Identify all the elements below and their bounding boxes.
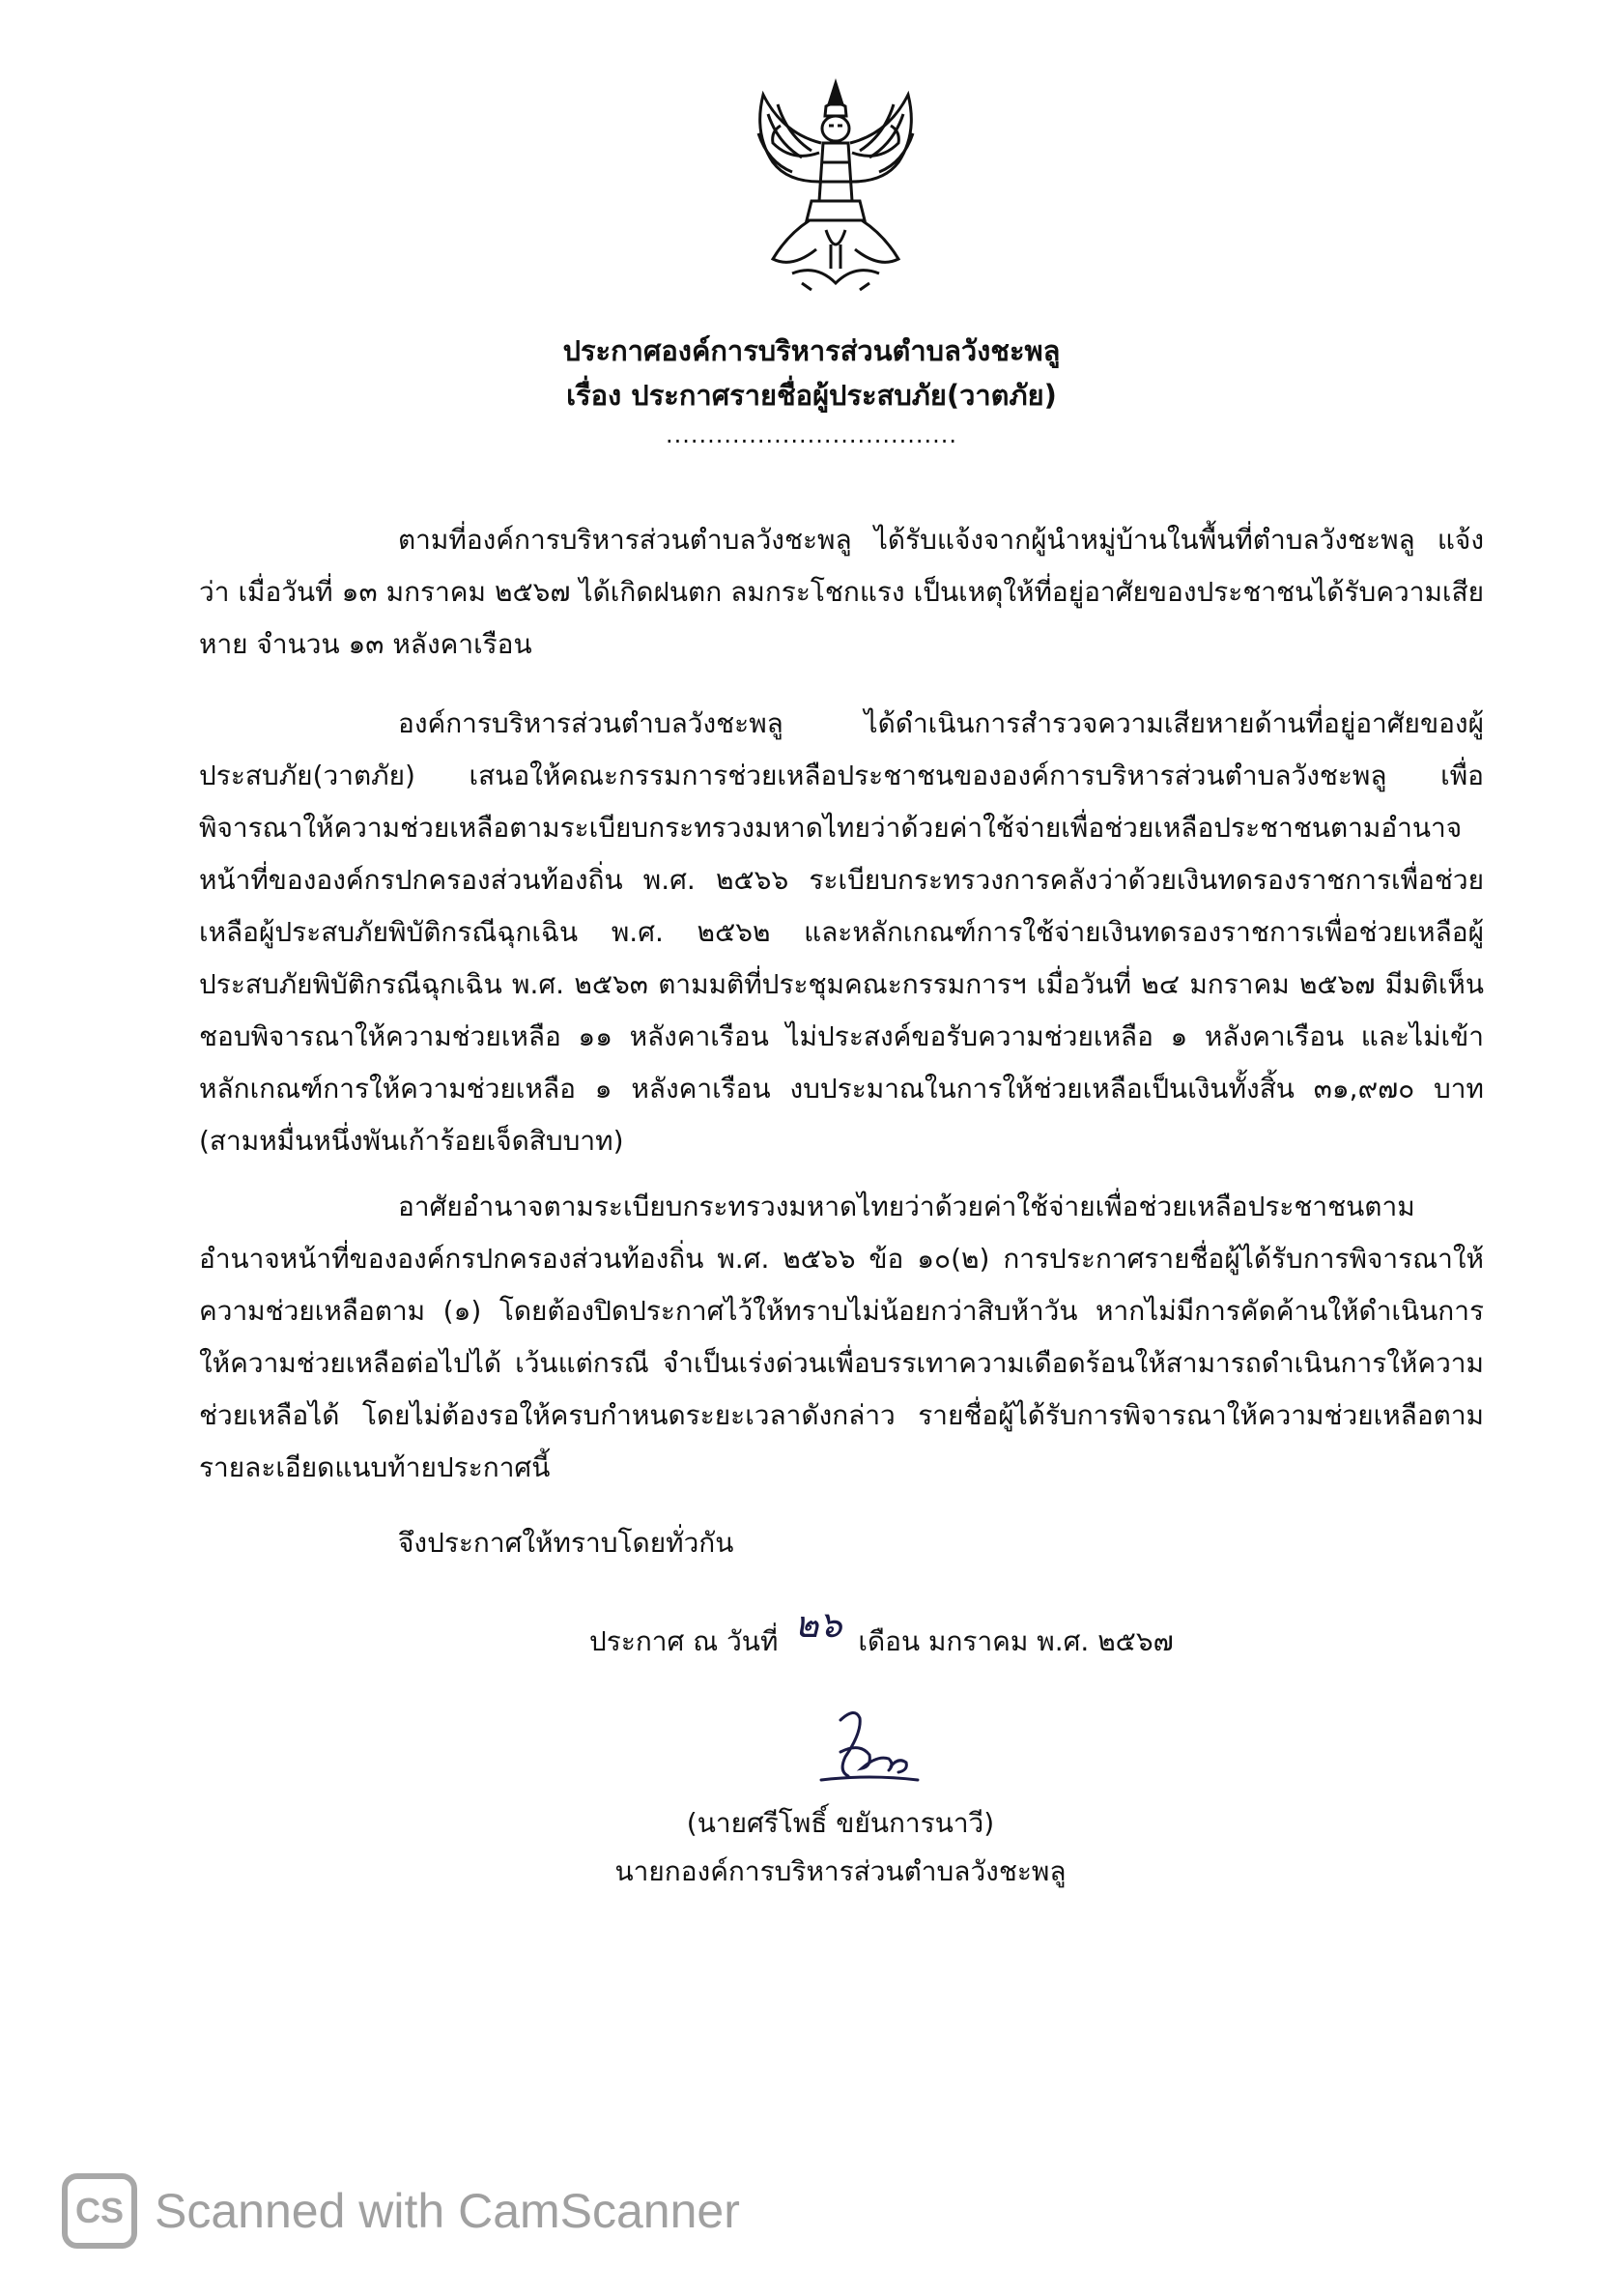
- notice-subject: เรื่อง ประกาศรายชื่อผู้ประสบภัย(วาตภัย): [566, 379, 1057, 412]
- garuda-emblem-icon: [734, 75, 937, 298]
- paragraph-incident: ตามที่องค์การบริหารส่วนตำบลวังชะพลู ได้รับแจ้งจากผู้นำหมู่บ้านในพื้นที่ตำบลวังชะพลู แจ้งว่า เมื่อวันที่ ๑๓ มกราคม ๒๕๖๗ ได้เกิดฝนตก ลมกระโชกแรง เป็นเหตุให้ที่อยู่อาศัยของประชาชนได้รับความเสียหาย จำนวน ๑๓ หลังคาเรือน: [199, 524, 1484, 660]
- camscanner-logo-icon: CS: [62, 2173, 137, 2249]
- signer-name: (นายศรีโพธิ์ ขยันการนาวี): [686, 1807, 995, 1839]
- header-divider: ...................................: [665, 421, 957, 448]
- watermark-text: Scanned with CamScanner: [155, 2184, 740, 2238]
- camscanner-watermark: [62, 2172, 740, 2250]
- closing-statement: จึงประกาศให้ทราบโดยทั่วกัน: [398, 1527, 734, 1559]
- signer-title: นายกองค์การบริหารส่วนตำบลวังชะพลู: [614, 1855, 1067, 1887]
- date-day-handwritten: ๒๖: [794, 1603, 842, 1646]
- date-suffix: เดือน มกราคม พ.ศ. ๒๕๖๗: [858, 1625, 1174, 1657]
- paragraph-authority: อาศัยอำนาจตามระเบียบกระทรวงมหาดไทยว่าด้วยค่าใช้จ่ายเพื่อช่วยเหลือประชาชนตามอำนาจหน้าที่ขององค์กรปกครองส่วนท้องถิ่น พ.ศ. ๒๕๖๖ ข้อ ๑๐(๒) การประกาศรายชื่อผู้ได้รับการพิจารณาให้ความช่วยเหลือตาม (๑) โดยต้องปิดประกาศไว้ให้ทราบไม่น้อยกว่าสิบห้าวัน หากไม่มีการคัดค้านให้ดำเนินการให้ความช่วยเหลือต่อไปได้ เว้นแต่กรณี จำเป็นเร่งด่วนเพื่อบรรเทาความเดือดร้อนให้สามารถดำเนินการให้ความช่วยเหลือได้ โดยไม่ต้องรอให้ครบกำหนดระยะเวลาดังกล่าว รายชื่อผู้ได้รับการพิจารณาให้ความช่วยเหลือตามรายละเอียดแนบท้ายประกาศนี้: [199, 1191, 1484, 1483]
- notice-title: ประกาศองค์การบริหารส่วนตำบลวังชะพลู: [562, 334, 1061, 367]
- date-prefix: ประกาศ ณ วันที่: [589, 1625, 779, 1657]
- paragraph-assessment: องค์การบริหารส่วนตำบลวังชะพลู ได้ดำเนินการสำรวจความเสียหายด้านที่อยู่อาศัยของผู้ประสบภัย(วาตภัย) เสนอให้คณะกรรมการช่วยเหลือประชาชนขององค์การบริหารส่วนตำบลวังชะพลู เพื่อพิจารณาให้ความช่วยเหลือตามระเบียบกระทรวงมหาดไทยว่าด้วยค่าใช้จ่ายเพื่อช่วยเหลือประชาชนตามอำนาจหน้าที่ขององค์กรปกครองส่วนท้องถิ่น พ.ศ. ๒๕๖๖ ระเบียบกระทรวงการคลังว่าด้วยเงินทดรองราชการเพื่อช่วยเหลือผู้ประสบภัยพิบัติกรณีฉุกเฉิน พ.ศ. ๒๕๖๒ และหลักเกณฑ์การใช้จ่ายเงินทดรองราชการเพื่อช่วยเหลือผู้ประสบภัยพิบัติกรณีฉุกเฉิน พ.ศ. ๒๕๖๓ ตามมติที่ประชุมคณะกรรมการฯ เมื่อวันที่ ๒๔ มกราคม ๒๕๖๗ มีมติเห็นชอบพิจารณาให้ความช่วยเหลือ ๑๑ หลังคาเรือน ไม่ประสงค์ขอรับความช่วยเหลือ ๑ หลังคาเรือน และไม่เข้าหลักเกณฑ์การให้ความช่วยเหลือ ๑ หลังคาเรือน งบประมาณในการให้ช่วยเหลือเป็นเงินทั้งสิ้น ๓๑,๙๗๐ บาท (สามหมื่นหนึ่งพันเก้าร้อยเจ็ดสิบบาท): [199, 707, 1484, 1157]
- signature-icon: [802, 1699, 927, 1795]
- announcement-date: [589, 1603, 1174, 1668]
